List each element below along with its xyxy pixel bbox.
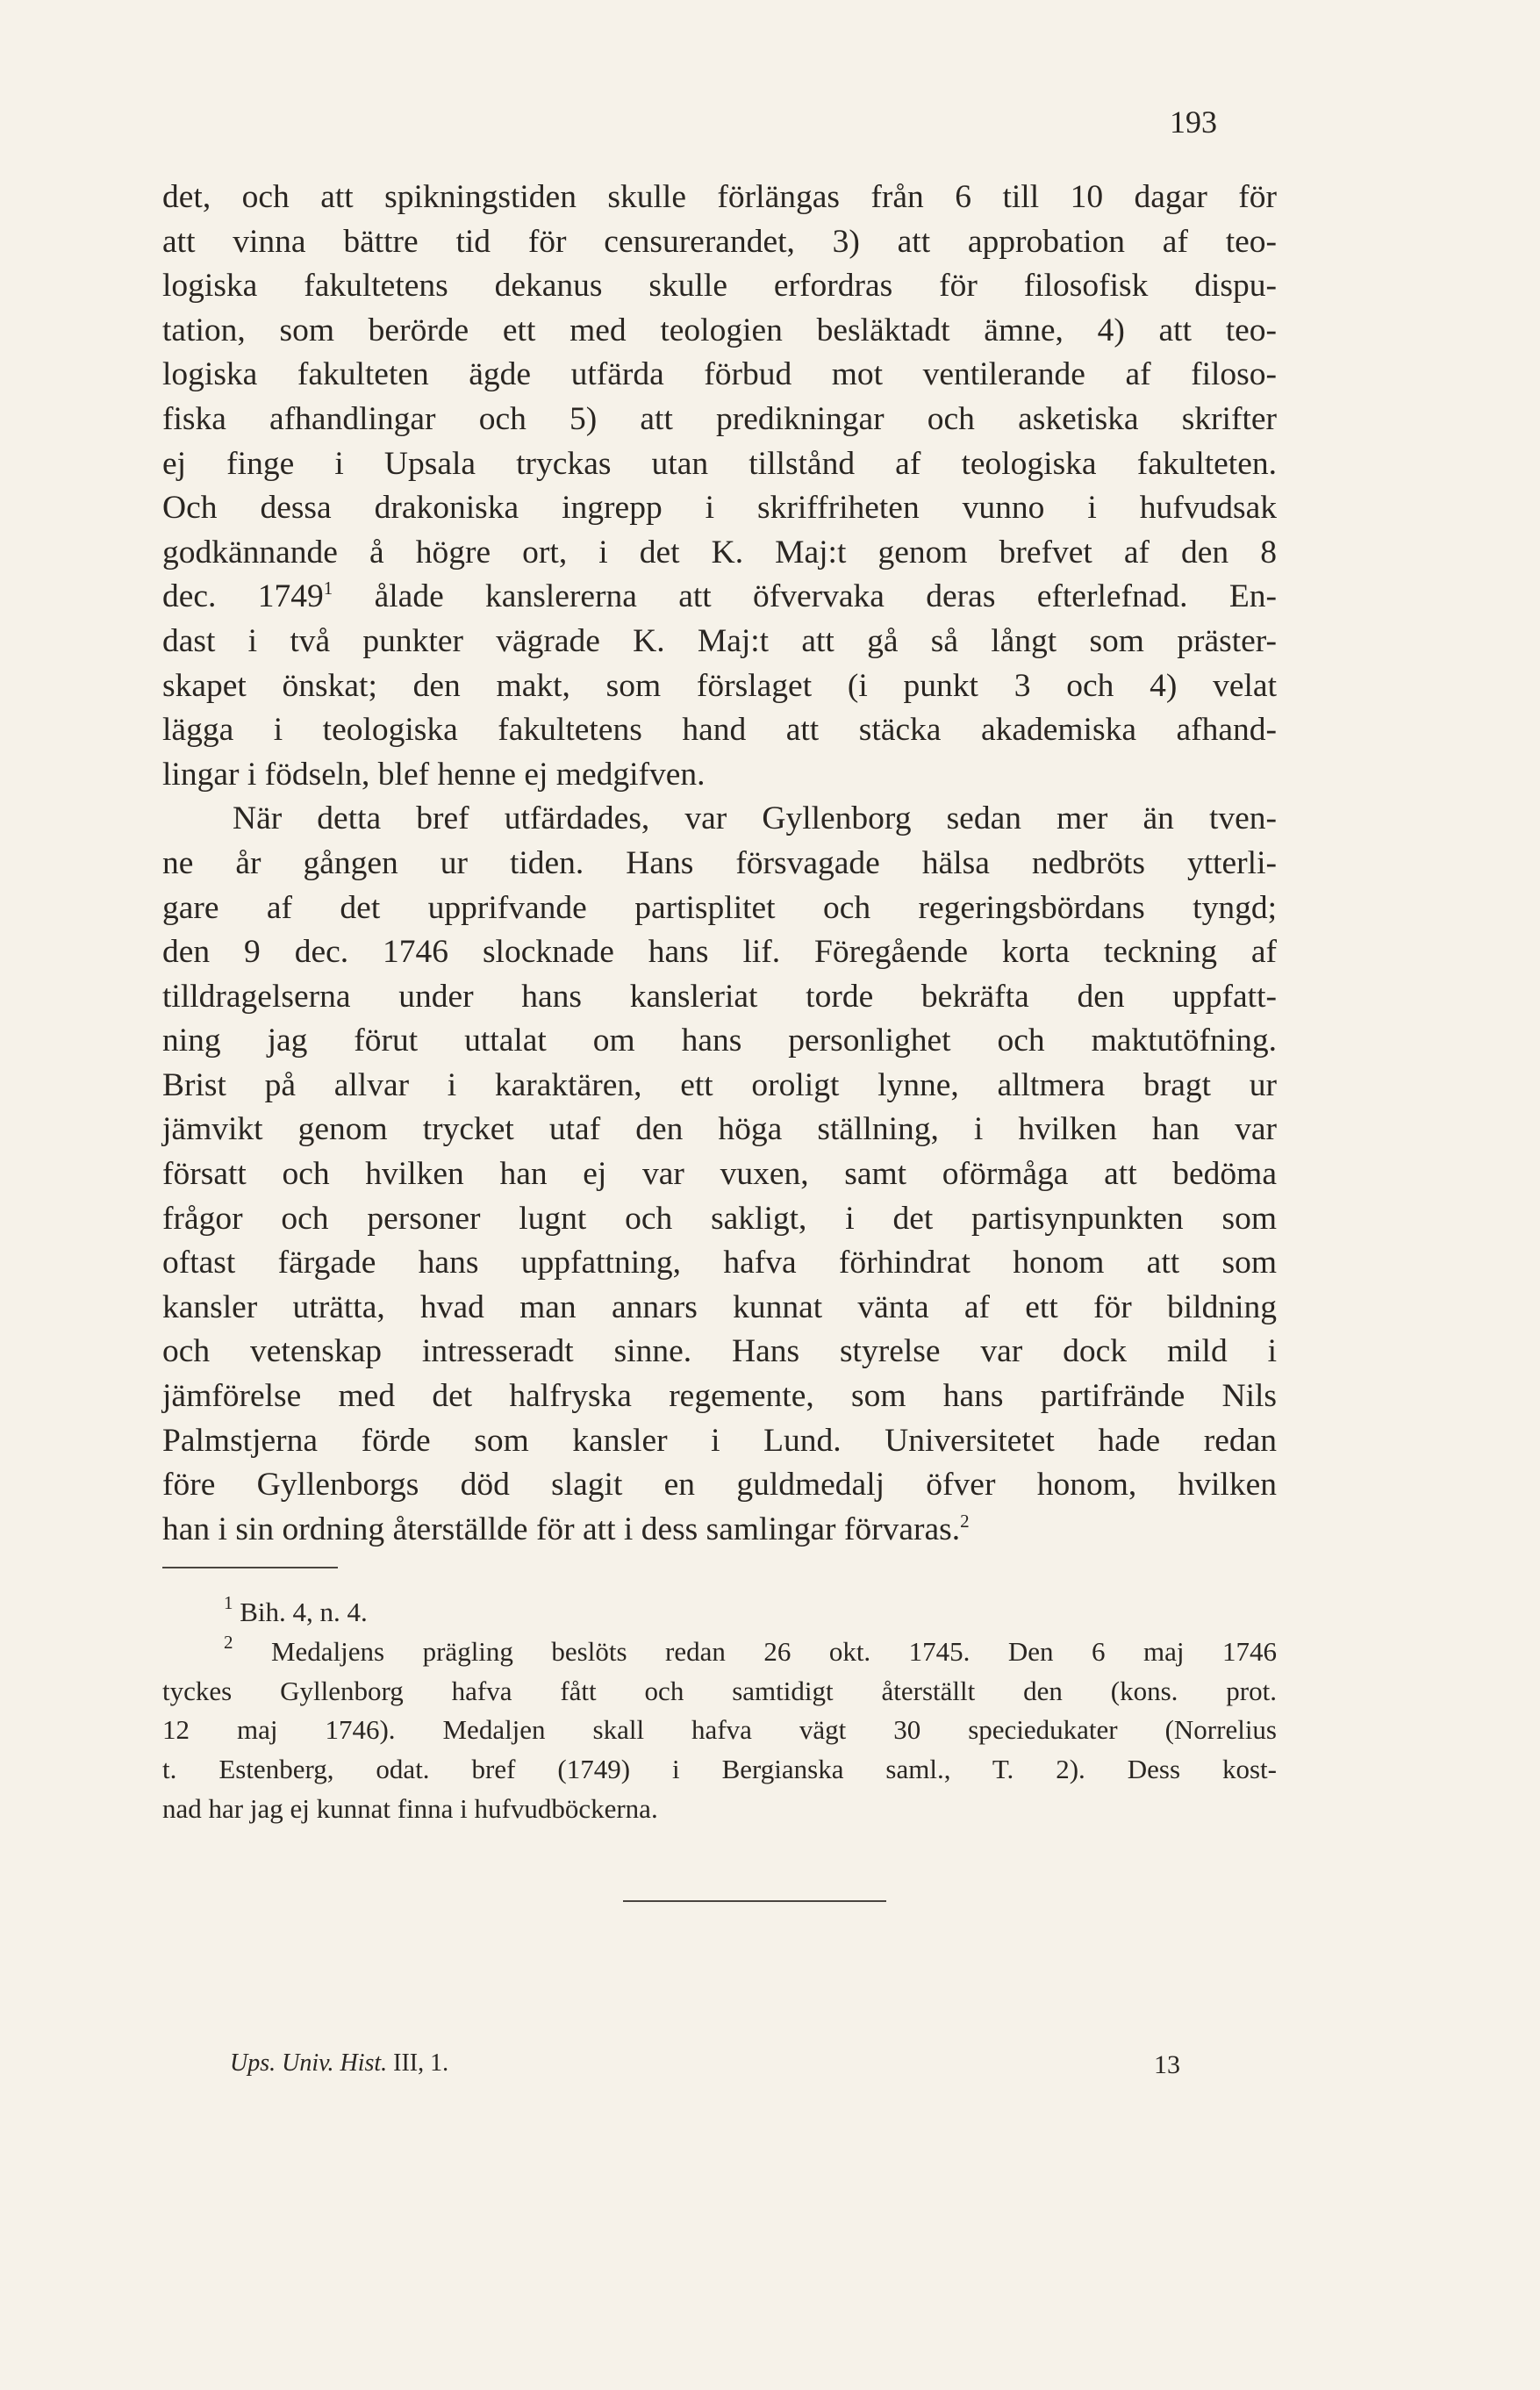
text-line: och vetenskap intresseradt sinne. Hans styrelse var dock mild i (162, 1333, 1277, 1370)
text-line: gare af det upprifvande partisplitet och regeringsbördans tyngd; (162, 889, 1277, 926)
text-segment: han i sin ordning återställde för att i dess samlingar förvaras. (162, 1511, 961, 1547)
text-line: lingar i födseln, blef henne ej medgifven. (162, 756, 706, 793)
footnote-line: 12 maj 1746). Medaljen skall hafva vägt 30 speciedukater (Norrelius (162, 1714, 1277, 1746)
printer-signature: 13 (1154, 2050, 1180, 2079)
text-line: logiska fakultetens dekanus skulle erfordras för filosofisk dispu- (162, 268, 1277, 305)
footer-signature-line (230, 2049, 448, 2078)
text-line: oftast färgade hans uppfattning, hafva förhindrat honom att som (162, 1245, 1277, 1281)
volume: III, 1. (393, 2049, 449, 2077)
page-number: 193 (1170, 104, 1217, 140)
text-line: före Gyllenborgs död slagit en guldmedalj öfver honom, hvilken (162, 1467, 1277, 1504)
text-segment: ålade kanslererna att öfvervaka deras efterlefnad. En- (333, 578, 1277, 615)
footnote-line: tyckes Gyllenborg hafva fått och samtidigt återställt den (kons. prot. (162, 1675, 1277, 1706)
series-title: Ups. Univ. Hist. (230, 2049, 388, 2077)
text-line: logiska fakulteten ägde utfärda förbud mot ventilerande af filoso- (162, 356, 1277, 393)
footnote-2 (162, 1633, 1277, 1672)
text-line: lägga i teologiska fakultetens hand att stäcka akademiska afhand- (162, 712, 1277, 749)
text-line: ne år gången ur tiden. Hans försvagade hälsa nedbröts ytterli- (162, 844, 1277, 881)
footnotes (162, 1593, 1277, 1829)
footnote-text: Medaljens prägling beslöts redan 26 okt. 1745. Den 6 maj 1746 (233, 1635, 1277, 1667)
paragraph-start-line: När detta bref utfärdades, var Gyllenborg sedan mer än tven- (233, 800, 1277, 837)
text-line: fiska afhandlingar och 5) att predikningar och asketiska skrifter (162, 400, 1277, 437)
text-line: att vinna bättre tid för censurerandet, 3) att approbation af teo- (162, 223, 1277, 260)
footnote-marker: 1 (224, 1592, 233, 1613)
footnote-line: t. Estenberg, odat. bref (1749) i Bergianska saml., T. 2). Dess kost- (162, 1754, 1277, 1785)
text-line-with-footnote-ref (162, 575, 1277, 620)
text-line: försatt och hvilken han ej var vuxen, samt oförmåga att bedöma (162, 1156, 1277, 1193)
text-line: jämförelse med det halfryska regemente, som hans partifrände Nils (162, 1378, 1277, 1415)
text-line: skapet önskat; den makt, som förslaget (i punkt 3 och 4) velat (162, 667, 1277, 704)
text-line: jämvikt genom trycket utaf den höga ställning, i hvilken han var (162, 1111, 1277, 1148)
text-line: Brist på allvar i karaktären, ett oroligt lynne, alltmera bragt ur (162, 1066, 1277, 1103)
text-line: Palmstjerna förde som kansler i Lund. Universitetet hade redan (162, 1422, 1277, 1459)
footnote-ref-1: 1 (323, 578, 333, 599)
body-text (162, 176, 1277, 1552)
end-divider (623, 1900, 886, 1902)
text-line: frågor och personer lugnt och sakligt, i det partisynpunkten som (162, 1200, 1277, 1237)
text-line: tation, som berörde ett med teologien besläktadt ämne, 4) att teo- (162, 312, 1277, 348)
text-line: den 9 dec. 1746 slocknade hans lif. Föregående korta teckning af (162, 934, 1277, 971)
footnote-line: nad har jag ej kunnat finna i hufvudböckerna. (162, 1792, 658, 1824)
text-line: ning jag förut uttalat om hans personlighet och maktutöfning. (162, 1023, 1277, 1059)
text-segment: dec. 1749 (162, 578, 324, 615)
text-line: godkännande å högre ort, i det K. Maj:t genom brefvet af den 8 (162, 534, 1277, 571)
footnote-1 (162, 1593, 1277, 1633)
footnote-text: Bih. 4, n. 4. (233, 1597, 368, 1627)
text-line: Och dessa drakoniska ingrepp i skriffriheten vunno i hufvudsak (162, 490, 1277, 527)
text-line: det, och att spikningstiden skulle förlängas från 6 till 10 dagar för (162, 179, 1277, 215)
footnote-divider (162, 1567, 338, 1568)
footnote-marker: 2 (224, 1631, 233, 1653)
footnote-ref-2: 2 (960, 1510, 970, 1532)
text-line: ej finge i Upsala tryckas utan tillstånd af teologiska fakulteten. (162, 445, 1277, 482)
text-line: kansler uträtta, hvad man annars kunnat vänta af ett för bildning (162, 1288, 1277, 1325)
text-line: tilldragelserna under hans kansleriat torde bekräfta den uppfatt- (162, 978, 1277, 1015)
text-line-with-footnote-ref (162, 1508, 1277, 1553)
text-line: dast i två punkter vägrade K. Maj:t att gå så långt som präster- (162, 622, 1277, 659)
